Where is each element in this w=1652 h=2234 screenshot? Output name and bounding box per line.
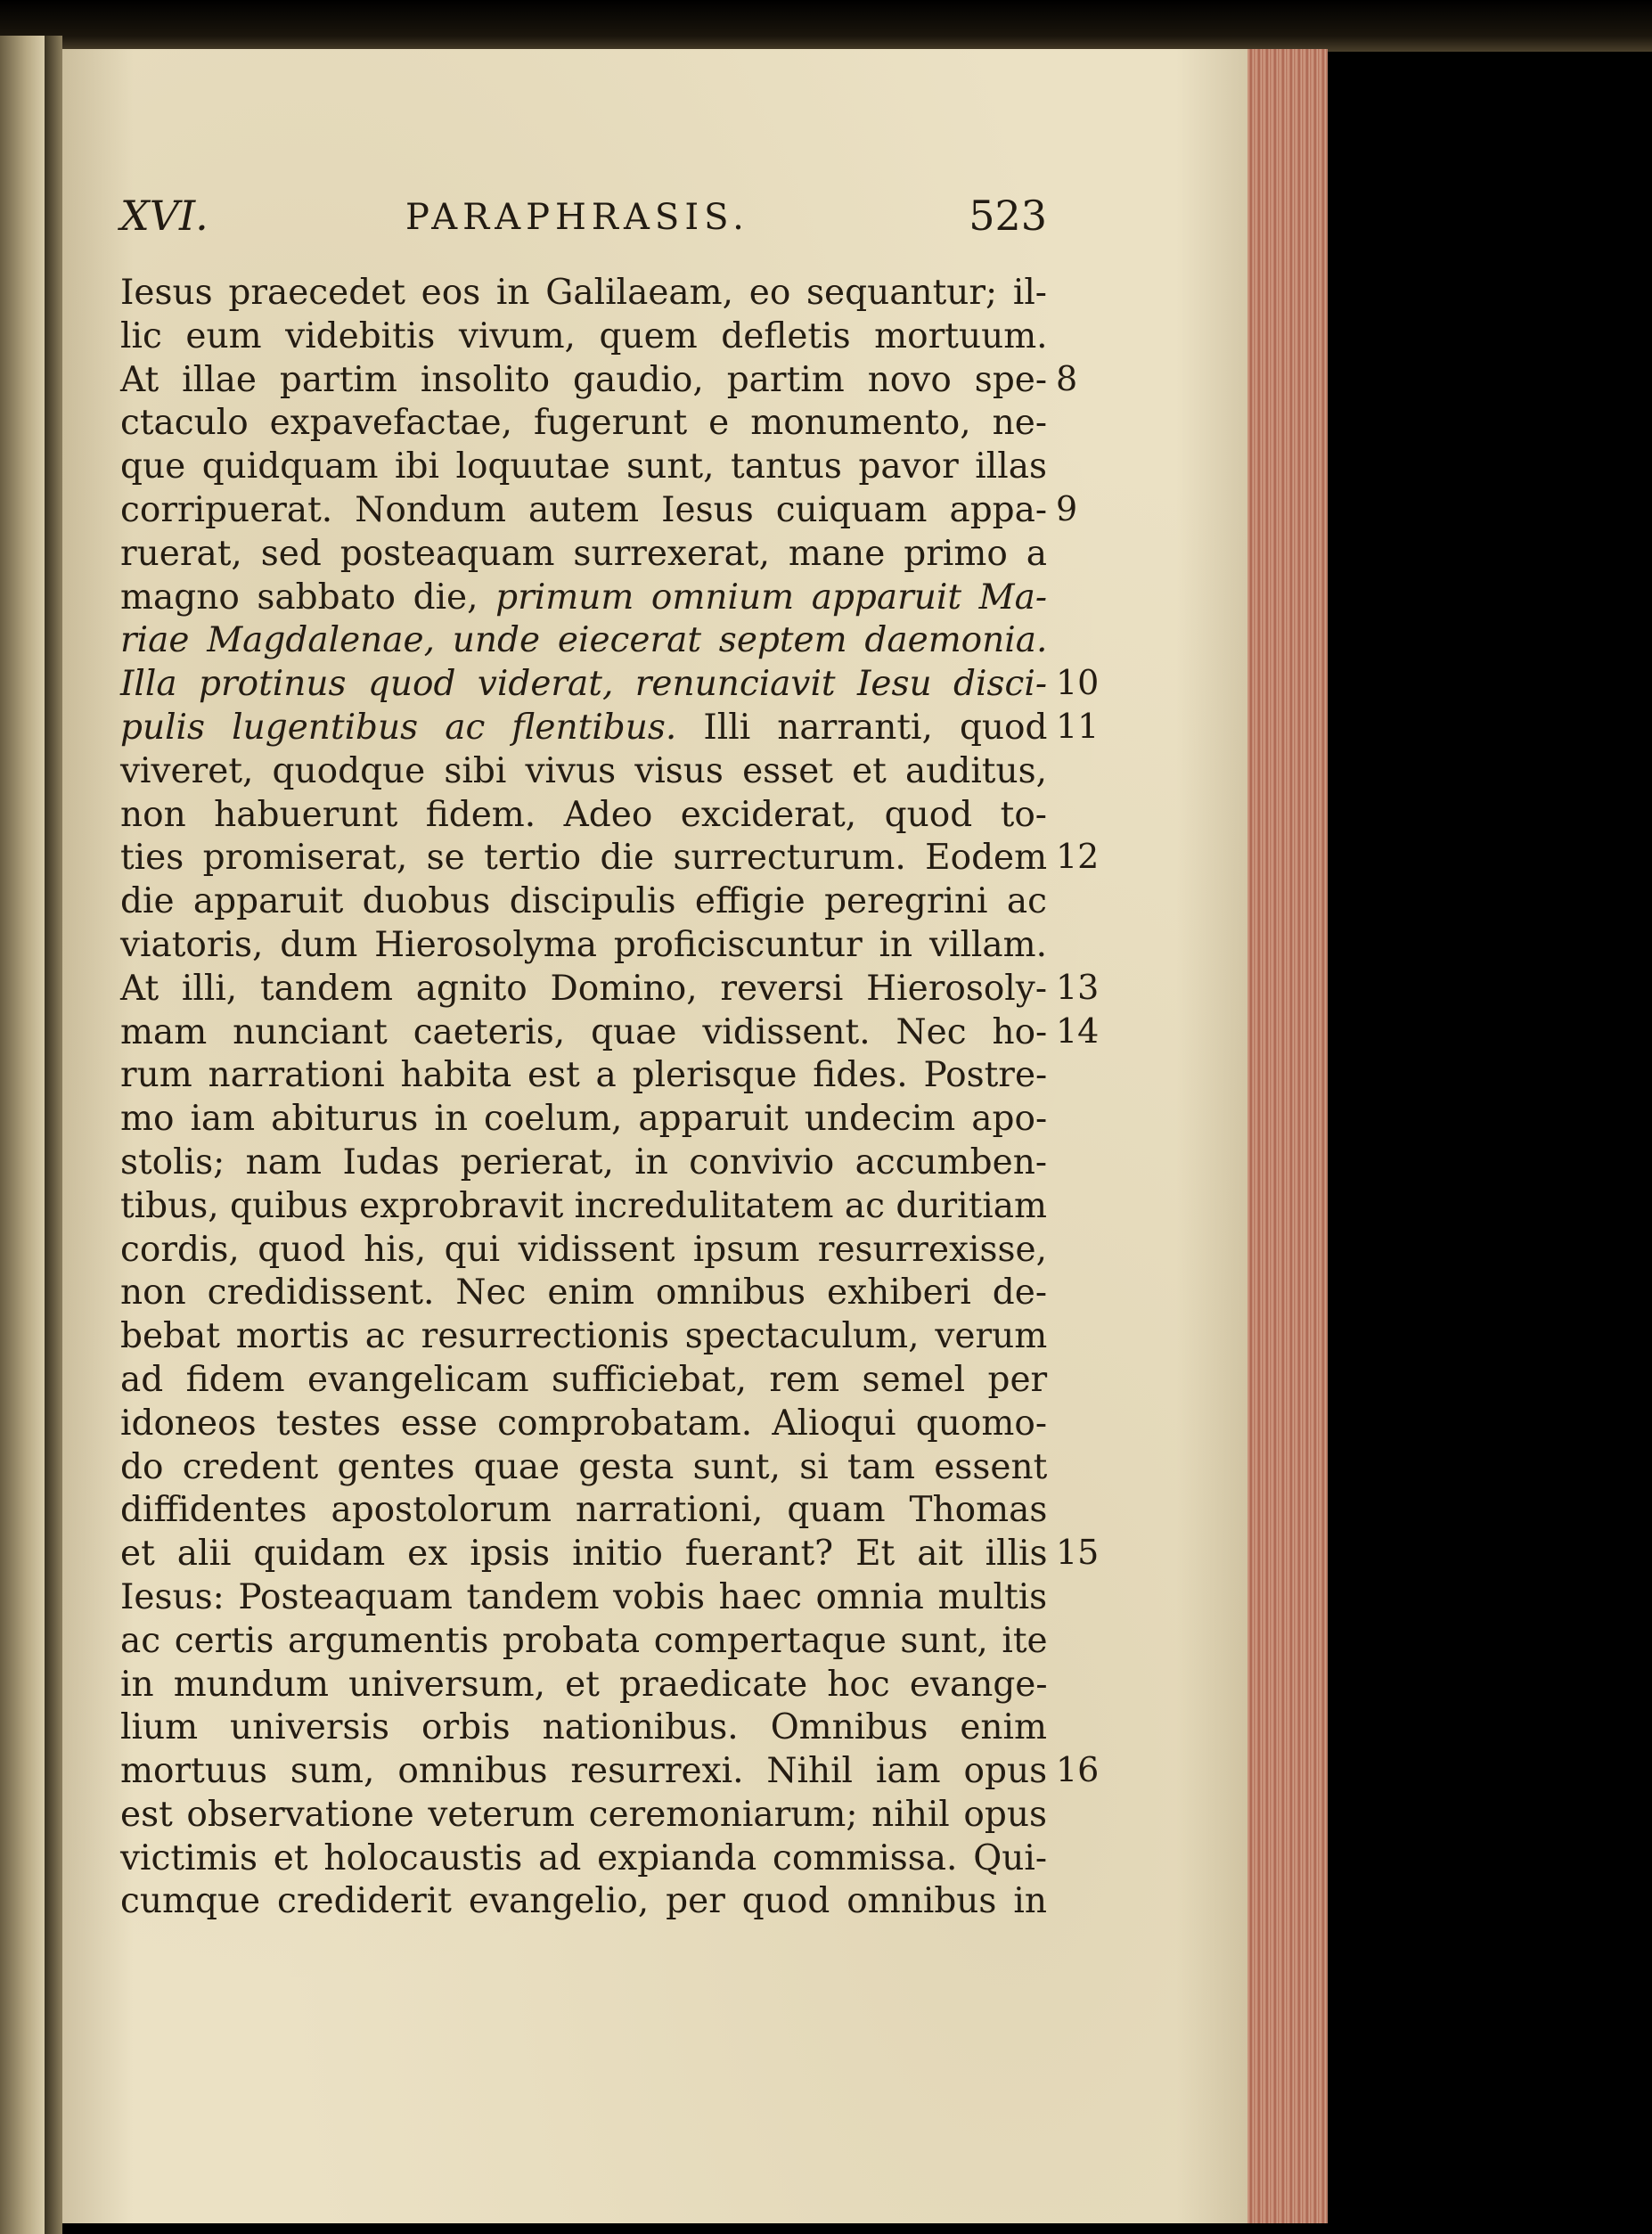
text-segment: die apparuit duobus discipulis effigie peregrini ac bbox=[120, 881, 1048, 922]
verse-number: 16 bbox=[1056, 1750, 1100, 1790]
verse-number: 15 bbox=[1056, 1533, 1100, 1573]
text-line bbox=[120, 1098, 1047, 1142]
text-segment: lic eum videbitis vivum, quem defletis mortuum. bbox=[120, 315, 1048, 356]
text-segment: mam nunciant caeteris, quae vidissent. Nec ho- bbox=[120, 1011, 1048, 1052]
text-line bbox=[120, 272, 1047, 315]
text-line bbox=[120, 794, 1047, 838]
text-segment: et alii quidam ex ipsis initio fuerant? Et ait illis bbox=[120, 1534, 1048, 1575]
text-line bbox=[120, 924, 1047, 968]
text-segment: que quidquam ibi loquutae sunt, tantus pavor illas bbox=[120, 446, 1047, 487]
text-segment: diffidentes apostolorum narrationi, quam Thomas bbox=[120, 1490, 1048, 1531]
verse-number: 9 bbox=[1056, 489, 1078, 528]
text-segment: bebat mortis ac resurrectionis spectaculum, verum bbox=[120, 1316, 1048, 1357]
text-line bbox=[120, 968, 1047, 1011]
text-line bbox=[120, 1576, 1047, 1620]
running-header bbox=[120, 192, 1047, 254]
chapter-number: XVI. bbox=[120, 192, 209, 240]
text-segment: ac certis argumentis probata compertaque sunt, ite bbox=[120, 1620, 1048, 1661]
running-title: PARAPHRASIS. bbox=[405, 197, 749, 238]
text-line bbox=[120, 1315, 1047, 1359]
verse-number: 13 bbox=[1056, 967, 1100, 1007]
text-line bbox=[120, 1185, 1047, 1229]
text-line bbox=[120, 1359, 1047, 1403]
text-line bbox=[120, 750, 1047, 794]
italic-text-segment: Illa protinus quod viderat, renunciavit Iesu disci- bbox=[120, 664, 1047, 705]
text-segment: non habuerunt fidem. Adeo exciderat, quod to- bbox=[120, 794, 1047, 835]
text-segment: ruerat, sed posteaquam surrexerat, mane primo a bbox=[120, 533, 1047, 574]
text-line bbox=[120, 1706, 1047, 1750]
text-line bbox=[120, 1142, 1047, 1185]
verse-number: 8 bbox=[1056, 358, 1078, 398]
text-segment: Iesus: Posteaquam tandem vobis haec omnia multis bbox=[120, 1576, 1048, 1617]
text-line bbox=[120, 1620, 1047, 1664]
text-segment: rum narrationi habita est a plerisque fides. Postre- bbox=[120, 1055, 1048, 1096]
text-line bbox=[120, 1837, 1047, 1881]
text-segment: Illi narranti, quod bbox=[676, 707, 1048, 748]
text-line bbox=[120, 1054, 1047, 1098]
text-line bbox=[120, 1011, 1047, 1055]
text-segment: non credidissent. Nec enim omnibus exhiberi de- bbox=[120, 1272, 1047, 1313]
italic-text-segment: riae Magdalenae, unde eiecerat septem daemonia. bbox=[120, 620, 1048, 661]
text-line bbox=[120, 1750, 1047, 1794]
text-segment: magno sabbato die, bbox=[120, 577, 496, 618]
text-segment: do credent gentes quae gesta sunt, si tam essent bbox=[120, 1446, 1048, 1487]
verse-number: 14 bbox=[1056, 1011, 1100, 1051]
text-segment: At illae partim insolito gaudio, partim novo spe- bbox=[120, 359, 1048, 400]
text-segment: tibus, quibus exprobravit incredulitatem ac duritiam bbox=[120, 1185, 1047, 1226]
text-line bbox=[120, 1446, 1047, 1490]
text-line bbox=[120, 707, 1047, 750]
italic-text-segment: primum omnium apparuit Ma- bbox=[495, 577, 1048, 618]
text-segment: mortuus sum, omnibus resurrexi. Nihil iam opus bbox=[120, 1751, 1048, 1792]
text-line bbox=[120, 619, 1047, 663]
text-line bbox=[120, 1403, 1047, 1446]
text-segment: cumque crediderit evangelio, per quod omnibus in bbox=[120, 1881, 1047, 1922]
facing-page-edge bbox=[0, 36, 45, 2234]
text-line bbox=[120, 359, 1047, 403]
text-segment: in mundum universum, et praedicate hoc evange- bbox=[120, 1664, 1048, 1705]
text-segment: corripuerat. Nondum autem Iesus cuiquam appa- bbox=[120, 489, 1048, 530]
text-line bbox=[120, 489, 1047, 533]
text-segment: Iesus praecedet eos in Galilaeam, eo sequantur; il- bbox=[120, 273, 1047, 313]
verse-number: 10 bbox=[1056, 663, 1100, 703]
text-line bbox=[120, 663, 1047, 707]
text-line bbox=[120, 402, 1047, 446]
body-text bbox=[120, 272, 1047, 1924]
text-line bbox=[120, 533, 1047, 577]
text-segment: viveret, quodque sibi vivus visus esset et auditus, bbox=[120, 750, 1047, 791]
verse-number: 11 bbox=[1056, 707, 1100, 746]
text-segment: At illi, tandem agnito Domino, reversi Hierosoly- bbox=[120, 968, 1047, 1009]
text-segment: viatoris, dum Hierosolyma proficiscuntur in villam. bbox=[120, 924, 1048, 965]
text-line bbox=[120, 880, 1047, 924]
text-line bbox=[120, 1533, 1047, 1576]
text-line bbox=[120, 577, 1047, 620]
text-segment: ad fidem evangelicam sufficiebat, rem semel per bbox=[120, 1359, 1048, 1400]
text-segment: victimis et holocaustis ad expianda commissa. Qui- bbox=[120, 1837, 1047, 1878]
scan-top-shadow bbox=[0, 0, 1652, 52]
text-line bbox=[120, 1229, 1047, 1272]
verse-number: 12 bbox=[1056, 837, 1100, 877]
text-segment: est observatione veterum ceremoniarum; nihil opus bbox=[120, 1794, 1047, 1835]
text-line bbox=[120, 1272, 1047, 1315]
text-segment: ties promiserat, se tertio die surrecturum. Eodem bbox=[120, 838, 1048, 879]
page-number: 523 bbox=[969, 192, 1047, 240]
text-segment: stolis; nam Iudas perierat, in convivio accumben- bbox=[120, 1142, 1047, 1182]
text-line bbox=[120, 1489, 1047, 1533]
text-line bbox=[120, 1794, 1047, 1837]
text-segment: mo iam abiturus in coelum, apparuit undecim apo- bbox=[120, 1099, 1048, 1140]
text-line bbox=[120, 315, 1047, 359]
text-line bbox=[120, 1664, 1047, 1707]
text-line bbox=[120, 446, 1047, 489]
text-segment: lium universis orbis nationibus. Omnibus enim bbox=[120, 1707, 1047, 1748]
italic-text-segment: pulis lugentibus ac flentibus. bbox=[120, 707, 677, 748]
text-segment: idoneos testes esse comprobatam. Alioqui quomo- bbox=[120, 1403, 1047, 1444]
book-gutter bbox=[45, 36, 62, 2234]
text-line bbox=[120, 1880, 1047, 1924]
text-segment: cordis, quod his, qui vidissent ipsum resurrexisse, bbox=[120, 1229, 1047, 1270]
text-line bbox=[120, 837, 1047, 880]
text-segment: ctaculo expavefactae, fugerunt e monumento, ne- bbox=[120, 403, 1048, 444]
